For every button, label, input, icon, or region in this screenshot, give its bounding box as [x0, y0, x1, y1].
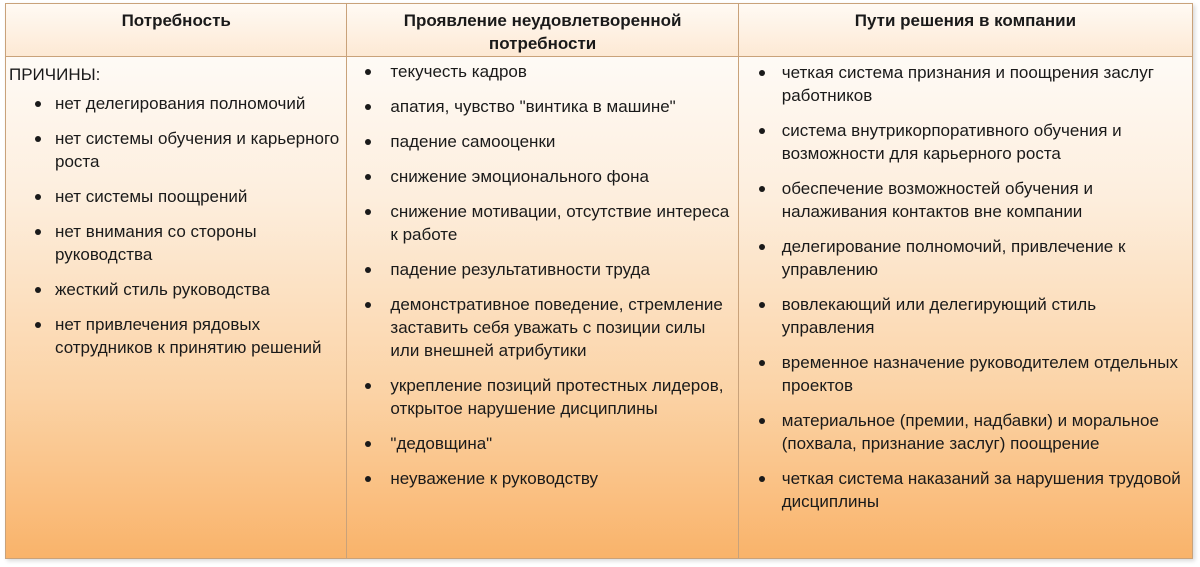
- list-item-text: укрепление позиций протестных лидеров, открытое нарушение дисциплины: [390, 376, 724, 418]
- bullet-icon: [759, 244, 765, 250]
- list-item-text: система внутрикорпоративного обучения и возможности для карьерного роста: [781, 121, 1122, 163]
- bullet-icon: [35, 287, 41, 293]
- bullet-icon: [759, 70, 765, 76]
- bullet-icon: [365, 209, 371, 215]
- bullet-icon: [365, 441, 371, 447]
- list-item-text: вовлекающий или делегирующий стиль управления: [781, 295, 1097, 337]
- list-item: [361, 95, 729, 118]
- list-item-text: нет внимания со стороны руководства: [55, 222, 257, 264]
- list-item-text: делегирование полномочий, привлечение к управлению: [781, 237, 1126, 279]
- list-item: [9, 92, 340, 115]
- list-item: [753, 293, 1182, 339]
- list-item-text: снижение мотивации, отсутствие интереса к работе: [390, 202, 730, 244]
- list-item-text: обеспечение возможностей обучения и налаживания контактов вне компании: [781, 179, 1093, 221]
- bullet-icon: [35, 194, 41, 200]
- solutions-cell: [739, 56, 1192, 558]
- bullet-icon: [365, 476, 371, 482]
- list-item: [9, 185, 340, 208]
- list-item-text: четкая система признания и поощрения заслуг работников: [781, 63, 1154, 105]
- bullet-icon: [365, 139, 371, 145]
- list-item: [753, 467, 1182, 513]
- bullet-icon: [365, 174, 371, 180]
- list-item: [361, 258, 729, 281]
- bullet-icon: [35, 229, 41, 235]
- list-item: [753, 119, 1182, 165]
- list-item-text: неуважение к руководству: [390, 469, 599, 488]
- bullet-icon: [365, 383, 371, 389]
- header-need: [6, 4, 347, 56]
- list-item-text: снижение эмоционального фона: [390, 167, 649, 186]
- solutions-list: [753, 61, 1182, 513]
- bullet-icon: [759, 360, 765, 366]
- causes-cell: [6, 56, 347, 558]
- list-item-text: падение результативности труда: [390, 260, 650, 279]
- header-need-label: Потребность: [121, 11, 231, 30]
- list-item: [9, 313, 340, 359]
- bullet-icon: [35, 322, 41, 328]
- list-item: [361, 200, 729, 246]
- bullet-icon: [365, 267, 371, 273]
- list-item: [753, 235, 1182, 281]
- list-item-text: материальное (премии, надбавки) и моральное (похвала, признание заслуг) поощрение: [781, 411, 1159, 453]
- list-item: [361, 165, 729, 188]
- list-item-text: падение самооценки: [390, 132, 556, 151]
- list-item: [361, 130, 729, 153]
- list-item: [753, 61, 1182, 107]
- bullet-icon: [759, 128, 765, 134]
- list-item-text: демонстративное поведение, стремление заставить себя уважать с позиции силы или внешней атрибутики: [390, 295, 723, 360]
- bullet-icon: [35, 136, 41, 142]
- list-item: [361, 60, 729, 83]
- manifestations-list: [361, 60, 729, 490]
- bullet-icon: [759, 186, 765, 192]
- bullet-icon: [365, 302, 371, 308]
- bullet-icon: [365, 69, 371, 75]
- list-item-text: нет системы обучения и карьерного роста: [55, 129, 340, 171]
- bullet-icon: [365, 104, 371, 110]
- table-header-row: [6, 4, 1192, 57]
- list-item: [361, 432, 729, 455]
- list-item: [753, 409, 1182, 455]
- list-item-text: жесткий стиль руководства: [55, 280, 270, 299]
- list-item: [753, 177, 1182, 223]
- header-solutions: [739, 4, 1192, 56]
- list-item: [361, 293, 729, 362]
- list-item: [361, 374, 729, 420]
- list-item: [753, 351, 1182, 397]
- bullet-icon: [35, 101, 41, 107]
- header-manifestation: [347, 4, 738, 56]
- list-item-text: текучесть кадров: [390, 62, 527, 81]
- bullet-icon: [759, 418, 765, 424]
- list-item-text: четкая система наказаний за нарушения трудовой дисциплины: [781, 469, 1181, 511]
- list-item: [9, 220, 340, 266]
- list-item-text: временное назначение руководителем отдельных проектов: [781, 353, 1178, 395]
- list-item-text: апатия, чувство "винтика в машине": [390, 97, 676, 116]
- list-item: [361, 467, 729, 490]
- needs-table: [5, 3, 1193, 559]
- header-manifestation-label: Проявление неудовлетворенной потребности: [403, 11, 682, 53]
- list-item-text: нет системы поощрений: [55, 187, 248, 206]
- list-item-text: нет привлечения рядовых сотрудников к принятию решений: [55, 315, 322, 357]
- bullet-icon: [759, 476, 765, 482]
- table-body-row: [6, 56, 1192, 558]
- causes-title: ПРИЧИНЫ:: [9, 65, 101, 84]
- list-item: [9, 127, 340, 173]
- list-item: [9, 278, 340, 301]
- list-item-text: "дедовщина": [390, 434, 493, 453]
- list-item-text: нет делегирования полномочий: [55, 94, 306, 113]
- causes-list: [9, 92, 340, 359]
- manifestations-cell: [347, 56, 738, 558]
- header-solutions-label: Пути решения в компании: [854, 11, 1077, 30]
- bullet-icon: [759, 302, 765, 308]
